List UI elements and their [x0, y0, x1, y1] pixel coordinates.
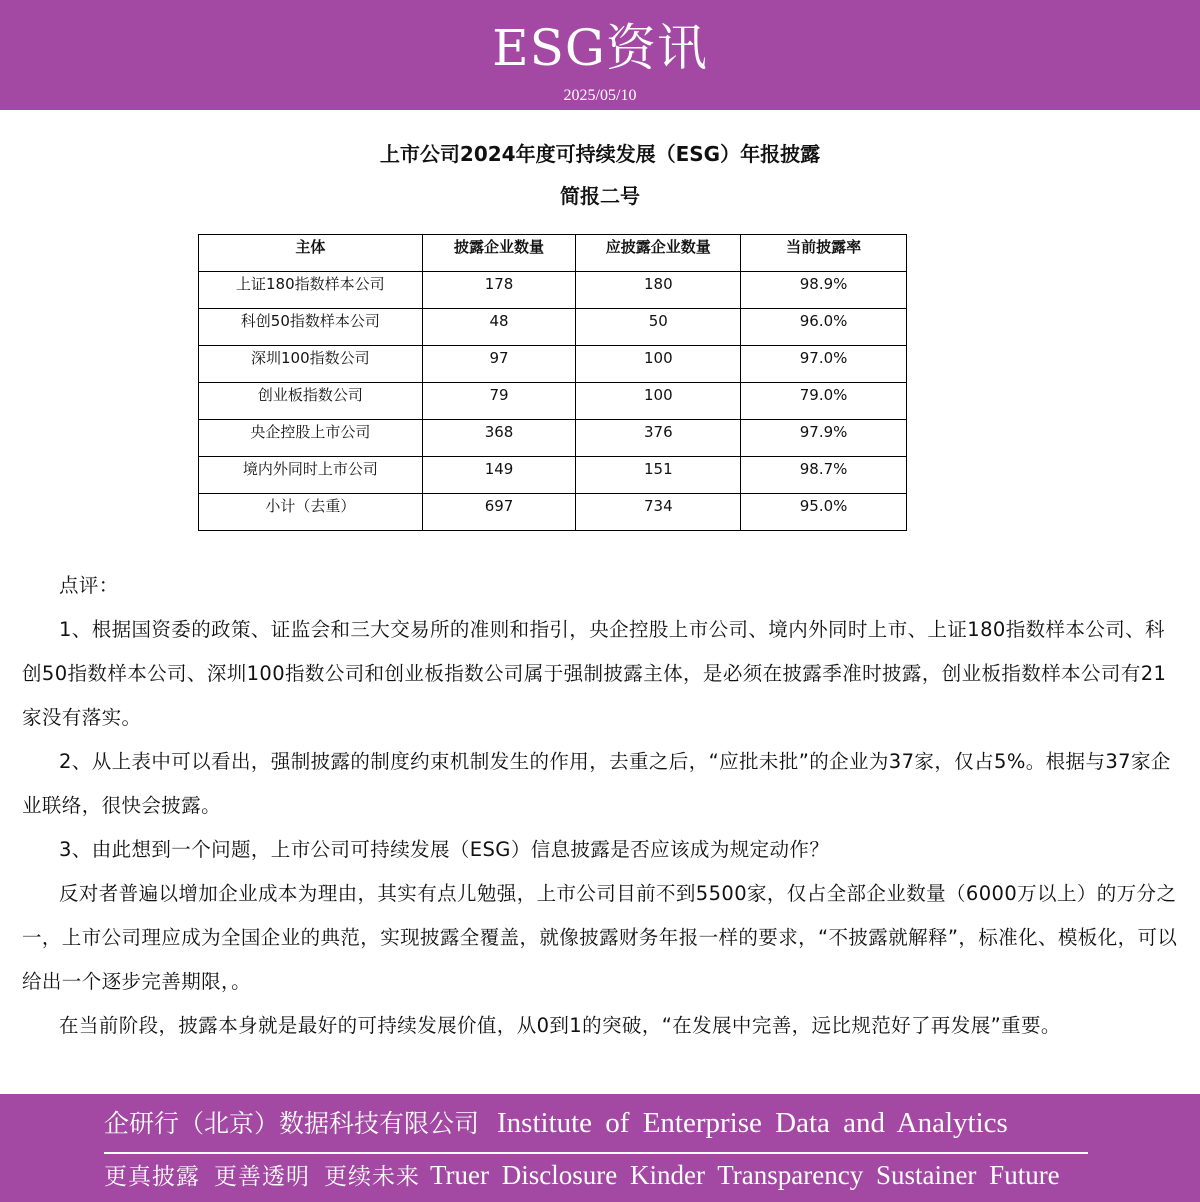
cell-entity: 上证180指数样本公司 [199, 272, 423, 309]
comment-paragraph-1: 1、根据国资委的政策、证监会和三大交易所的准则和指引，央企控股上市公司、境内外同时上市、上证180指数样本公司、科创50指数样本公司、深圳100指数公司和创业板指数公司属于强制披露主体，是必须在披露季准时披露，创业板指数样本公司有21家没有落实。 [22, 618, 1167, 729]
cell-rate: 79.0% [741, 383, 907, 420]
cell-rate: 95.0% [741, 494, 907, 531]
comment-paragraph-3: 3、由此想到一个问题，上市公司可持续发展（ESG）信息披露是否应该成为规定动作？ [59, 838, 830, 861]
cell-entity: 境内外同时上市公司 [199, 457, 423, 494]
cell-disclosed: 697 [422, 494, 576, 531]
cell-rate: 96.0% [741, 309, 907, 346]
cell-disclosed: 79 [422, 383, 576, 420]
header-banner [0, 0, 1200, 110]
comment-paragraph-2: 2、从上表中可以看出，强制披露的制度约束机制发生的作用，去重之后，“应批未批”的企业为37家，仅占5%。根据与37家企业联络，很快会披露。 [22, 750, 1171, 817]
cell-rate: 98.9% [741, 272, 907, 309]
slogan-cn-1: 更真披露 [104, 1164, 200, 1190]
footer-divider [104, 1152, 1088, 1154]
document-title: 上市公司2024年度可持续发展（ESG）年报披露 [379, 142, 821, 166]
cell-disclosed: 149 [422, 457, 576, 494]
slogan-cn-2: 更善透明 [214, 1164, 310, 1190]
footer-banner [0, 1094, 1200, 1202]
column-header-rate: 当前披露率 [741, 235, 907, 272]
slogan-en: Truer Disclosure Kinder Transparency Sustainer Future [430, 1160, 1060, 1190]
table-row [199, 420, 907, 457]
footer-company-line [104, 1106, 1008, 1141]
cell-required: 50 [576, 309, 741, 346]
cell-disclosed: 368 [422, 420, 576, 457]
cell-rate: 98.7% [741, 457, 907, 494]
table-row [199, 457, 907, 494]
column-header-disclosed: 披露企业数量 [422, 235, 576, 272]
comment-paragraph-4: 反对者普遍以增加企业成本为理由，其实有点儿勉强，上市公司目前不到5500家，仅占全部企业数量（6000万以上）的万分之一，上市公司理应成为全国企业的典范，实现披露全覆盖，就像披露财务年报一样的要求，“不披露就解释”，标准化、模板化，可以给出一个逐步完善期限，。 [22, 882, 1178, 993]
cell-disclosed: 48 [422, 309, 576, 346]
cell-entity: 央企控股上市公司 [199, 420, 423, 457]
header-title: ESG资讯 [492, 19, 708, 77]
footer-slogan-line [104, 1158, 1060, 1194]
cell-entity: 深圳100指数公司 [199, 346, 423, 383]
cell-disclosed: 178 [422, 272, 576, 309]
table-row [199, 309, 907, 346]
cell-entity: 小计（去重） [199, 494, 423, 531]
header-date: 2025/05/10 [563, 87, 637, 104]
cell-required: 151 [576, 457, 741, 494]
document-subtitle: 简报二号 [560, 184, 640, 208]
comment-section [22, 564, 1178, 1048]
cell-required: 180 [576, 272, 741, 309]
column-header-entity: 主体 [199, 235, 423, 272]
comment-label: 点评： [59, 574, 119, 597]
comment-paragraph-5: 在当前阶段，披露本身就是最好的可持续发展价值，从0到1的突破，“在发展中完善，远比规范好了再发展”重要。 [59, 1014, 1061, 1037]
table-row-subtotal [199, 494, 907, 531]
disclosure-table [198, 234, 907, 531]
table-row [199, 383, 907, 420]
cell-required: 100 [576, 383, 741, 420]
table-row [199, 346, 907, 383]
cell-rate: 97.9% [741, 420, 907, 457]
column-header-required: 应披露企业数量 [576, 235, 741, 272]
company-name-en: Institute of Enterprise Data and Analytics [497, 1107, 1008, 1139]
cell-required: 734 [576, 494, 741, 531]
table-header-row [199, 235, 907, 272]
cell-required: 100 [576, 346, 741, 383]
company-name-cn: 企研行（北京）数据科技有限公司 [104, 1109, 480, 1138]
cell-disclosed: 97 [422, 346, 576, 383]
slogan-cn-3: 更续未来 [324, 1164, 420, 1190]
cell-required: 376 [576, 420, 741, 457]
cell-rate: 97.0% [741, 346, 907, 383]
table-row [199, 272, 907, 309]
cell-entity: 创业板指数公司 [199, 383, 423, 420]
cell-entity: 科创50指数样本公司 [199, 309, 423, 346]
